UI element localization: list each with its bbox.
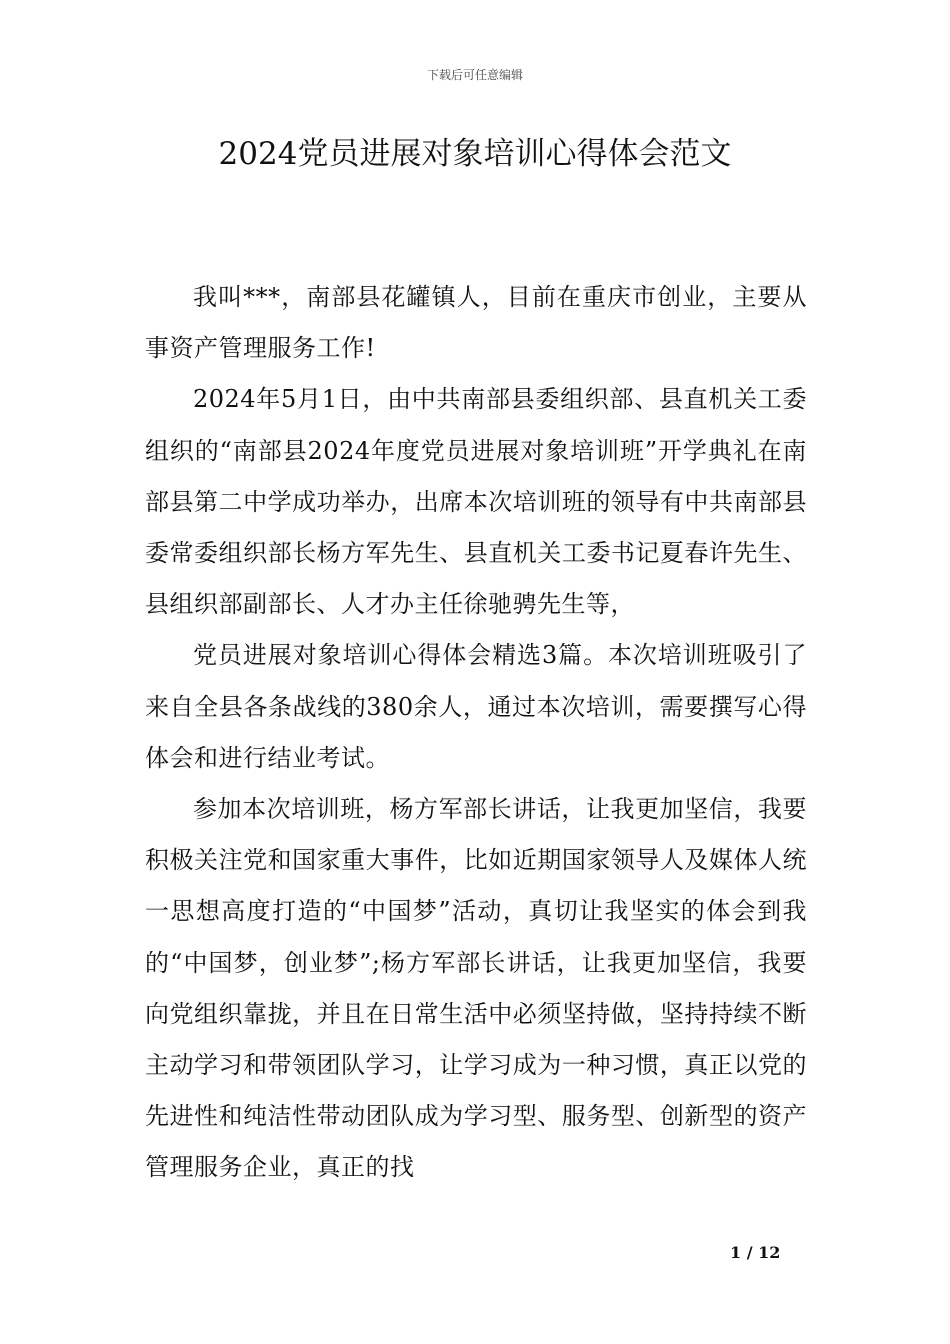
paragraph-participants: 党员进展对象培训心得体会精选3篇。本次培训班吸引了来自全县各条战线的380余人，通过本次培训，需要撰写心得体会和进行结业考试。 <box>145 641 807 772</box>
page-number: 1 / 12 <box>730 1243 781 1262</box>
document-body <box>145 272 807 1194</box>
paragraph-reflection: 参加本次培训班，杨方军部长讲话，让我更加坚信，我要积极关注党和国家重大事件，比如近期国家领导人及媒体人统一思想高度打造的“中国梦”活动，真切让我坚实的体会到我的“中国梦，创业梦”;杨方军部长讲话，让我更加坚信，我要向党组织靠拢，并且在日常生活中必须坚持做，坚持持续不断主动学习和带领团队学习，让学习成为一种习惯，真正以党的先进性和纯洁性带动团队成为学习型、服务型、创新型的资产管理服务企业，真正的找 <box>145 795 807 1182</box>
page-header-note: 下载后可任意编辑 <box>426 68 523 82</box>
paragraph-intro: 我叫***，南部县花罐镇人，目前在重庆市创业，主要从事资产管理服务工作! <box>145 283 807 363</box>
document-title: 2024党员进展对象培训心得体会范文 <box>218 136 732 172</box>
paragraph-opening-ceremony: 2024年5月1日，由中共南部县委组织部、县直机关工委组织的“南部县2024年度党员进展对象培训班”开学典礼在南部县第二中学成功举办，出席本次培训班的领导有中共南部县委常委组织部长杨方军先生、县直机关工委书记夏春许先生、县组织部副部长、人才办主任徐驰骋先生等， <box>145 385 807 619</box>
